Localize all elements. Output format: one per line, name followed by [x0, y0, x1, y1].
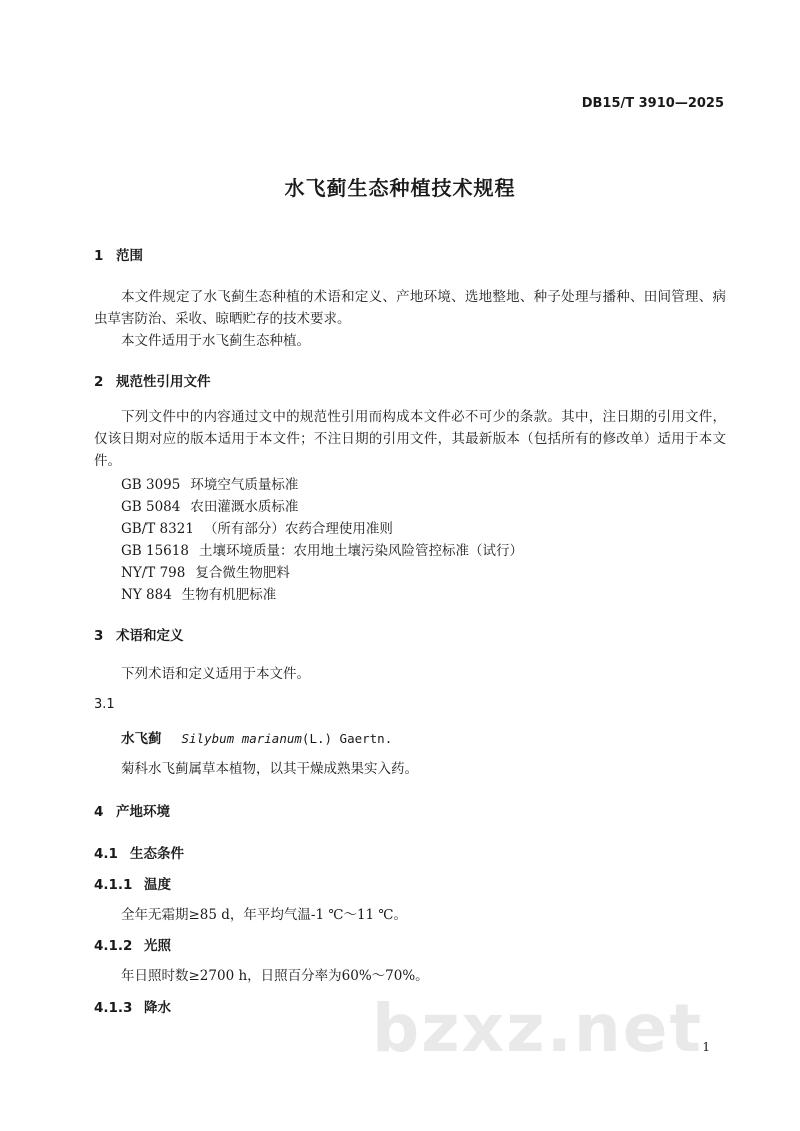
term-name: 水飞蓟 — [121, 731, 162, 747]
paragraph: 全年无霜期≥85 d，年平均气温-1 ℃～11 ℃。 — [121, 907, 408, 923]
term-number: 3.1 — [94, 697, 115, 712]
subsection-4-1-2-heading — [94, 934, 171, 954]
paragraph: 下列术语和定义适用于本文件。 — [121, 666, 310, 682]
section-title: 温度 — [144, 877, 171, 893]
reference-title: 环境空气质量标准 — [190, 477, 299, 493]
reference-item — [121, 583, 276, 603]
section-4-heading — [94, 800, 170, 820]
page-title: 水飞蓟生态种植技术规程 — [284, 176, 516, 200]
section-title: 规范性引用文件 — [116, 374, 211, 390]
section-title: 术语和定义 — [116, 628, 184, 644]
subsection-4-1-heading — [94, 842, 184, 862]
section-number: 3 — [94, 628, 104, 644]
reference-code: GB 5084 — [121, 499, 181, 515]
section-1-heading — [94, 244, 143, 264]
watermark: bzxz.net — [372, 990, 704, 1067]
section-number: 4.1.1 — [94, 877, 133, 893]
section-1-body — [94, 286, 726, 352]
section-title: 生态条件 — [130, 846, 184, 862]
section-title: 产地环境 — [116, 804, 170, 820]
reference-title: 农田灌溉水质标准 — [190, 499, 299, 515]
section-title: 光照 — [144, 938, 171, 954]
paragraph: 年日照时数≥2700 h，日照百分率为60%～70%。 — [121, 968, 429, 984]
subsection-4-1-1-heading — [94, 873, 171, 893]
paragraph: 本文件规定了水飞蓟生态种植的术语和定义、产地环境、选地整地、种子处理与播种、田间管理、病虫草害防治、采收、晾晒贮存的技术要求。 — [94, 289, 726, 327]
reference-title: （所有部分）农药合理使用准则 — [203, 521, 393, 537]
reference-title: 土壤环境质量：农用地土壤污染风险管控标准（试行） — [198, 543, 523, 559]
reference-code: GB 3095 — [121, 477, 181, 493]
paragraph: 本文件适用于水飞蓟生态种植。 — [121, 333, 310, 349]
section-number: 2 — [94, 374, 104, 390]
section-title: 范围 — [116, 248, 143, 264]
section-number: 4.1.2 — [94, 938, 133, 954]
section-2-heading — [94, 370, 211, 390]
term-definition: 菊科水飞蓟属草本植物，以其干燥成熟果实入药。 — [121, 761, 418, 777]
section-number: 4 — [94, 804, 104, 820]
section-number: 4.1.3 — [94, 1000, 133, 1016]
section-title: 降水 — [144, 1000, 171, 1016]
page-number: 1 — [702, 1040, 710, 1054]
reference-code: NY/T 798 — [121, 565, 186, 581]
term-author: (L.) Gaertn. — [301, 731, 393, 746]
reference-item — [121, 539, 523, 559]
reference-code: GB 15618 — [121, 543, 189, 559]
paragraph: 下列文件中的内容通过文中的规范性引用而构成本文件必不可少的条款。其中，注日期的引用文件，仅该日期对应的版本适用于本文件；不注日期的引用文件，其最新版本（包括所有的修改单）适用于本文件。 — [94, 409, 726, 469]
reference-item — [121, 561, 290, 581]
section-3-heading — [94, 624, 184, 644]
subsection-4-1-3-heading — [94, 996, 171, 1016]
term-latin-name: Silybum marianum — [181, 731, 302, 746]
reference-item — [121, 473, 298, 493]
reference-title: 复合微生物肥料 — [195, 565, 290, 581]
reference-title: 生物有机肥标准 — [181, 587, 277, 603]
section-number: 1 — [94, 248, 104, 264]
section-number: 4.1 — [94, 846, 118, 862]
reference-code: NY 884 — [121, 587, 172, 603]
section-2-body — [94, 406, 726, 472]
reference-item — [121, 495, 298, 515]
term-entry — [121, 727, 392, 747]
reference-item — [121, 517, 393, 537]
document-number: DB15/T 3910—2025 — [581, 96, 724, 111]
reference-code: GB/T 8321 — [121, 521, 194, 537]
